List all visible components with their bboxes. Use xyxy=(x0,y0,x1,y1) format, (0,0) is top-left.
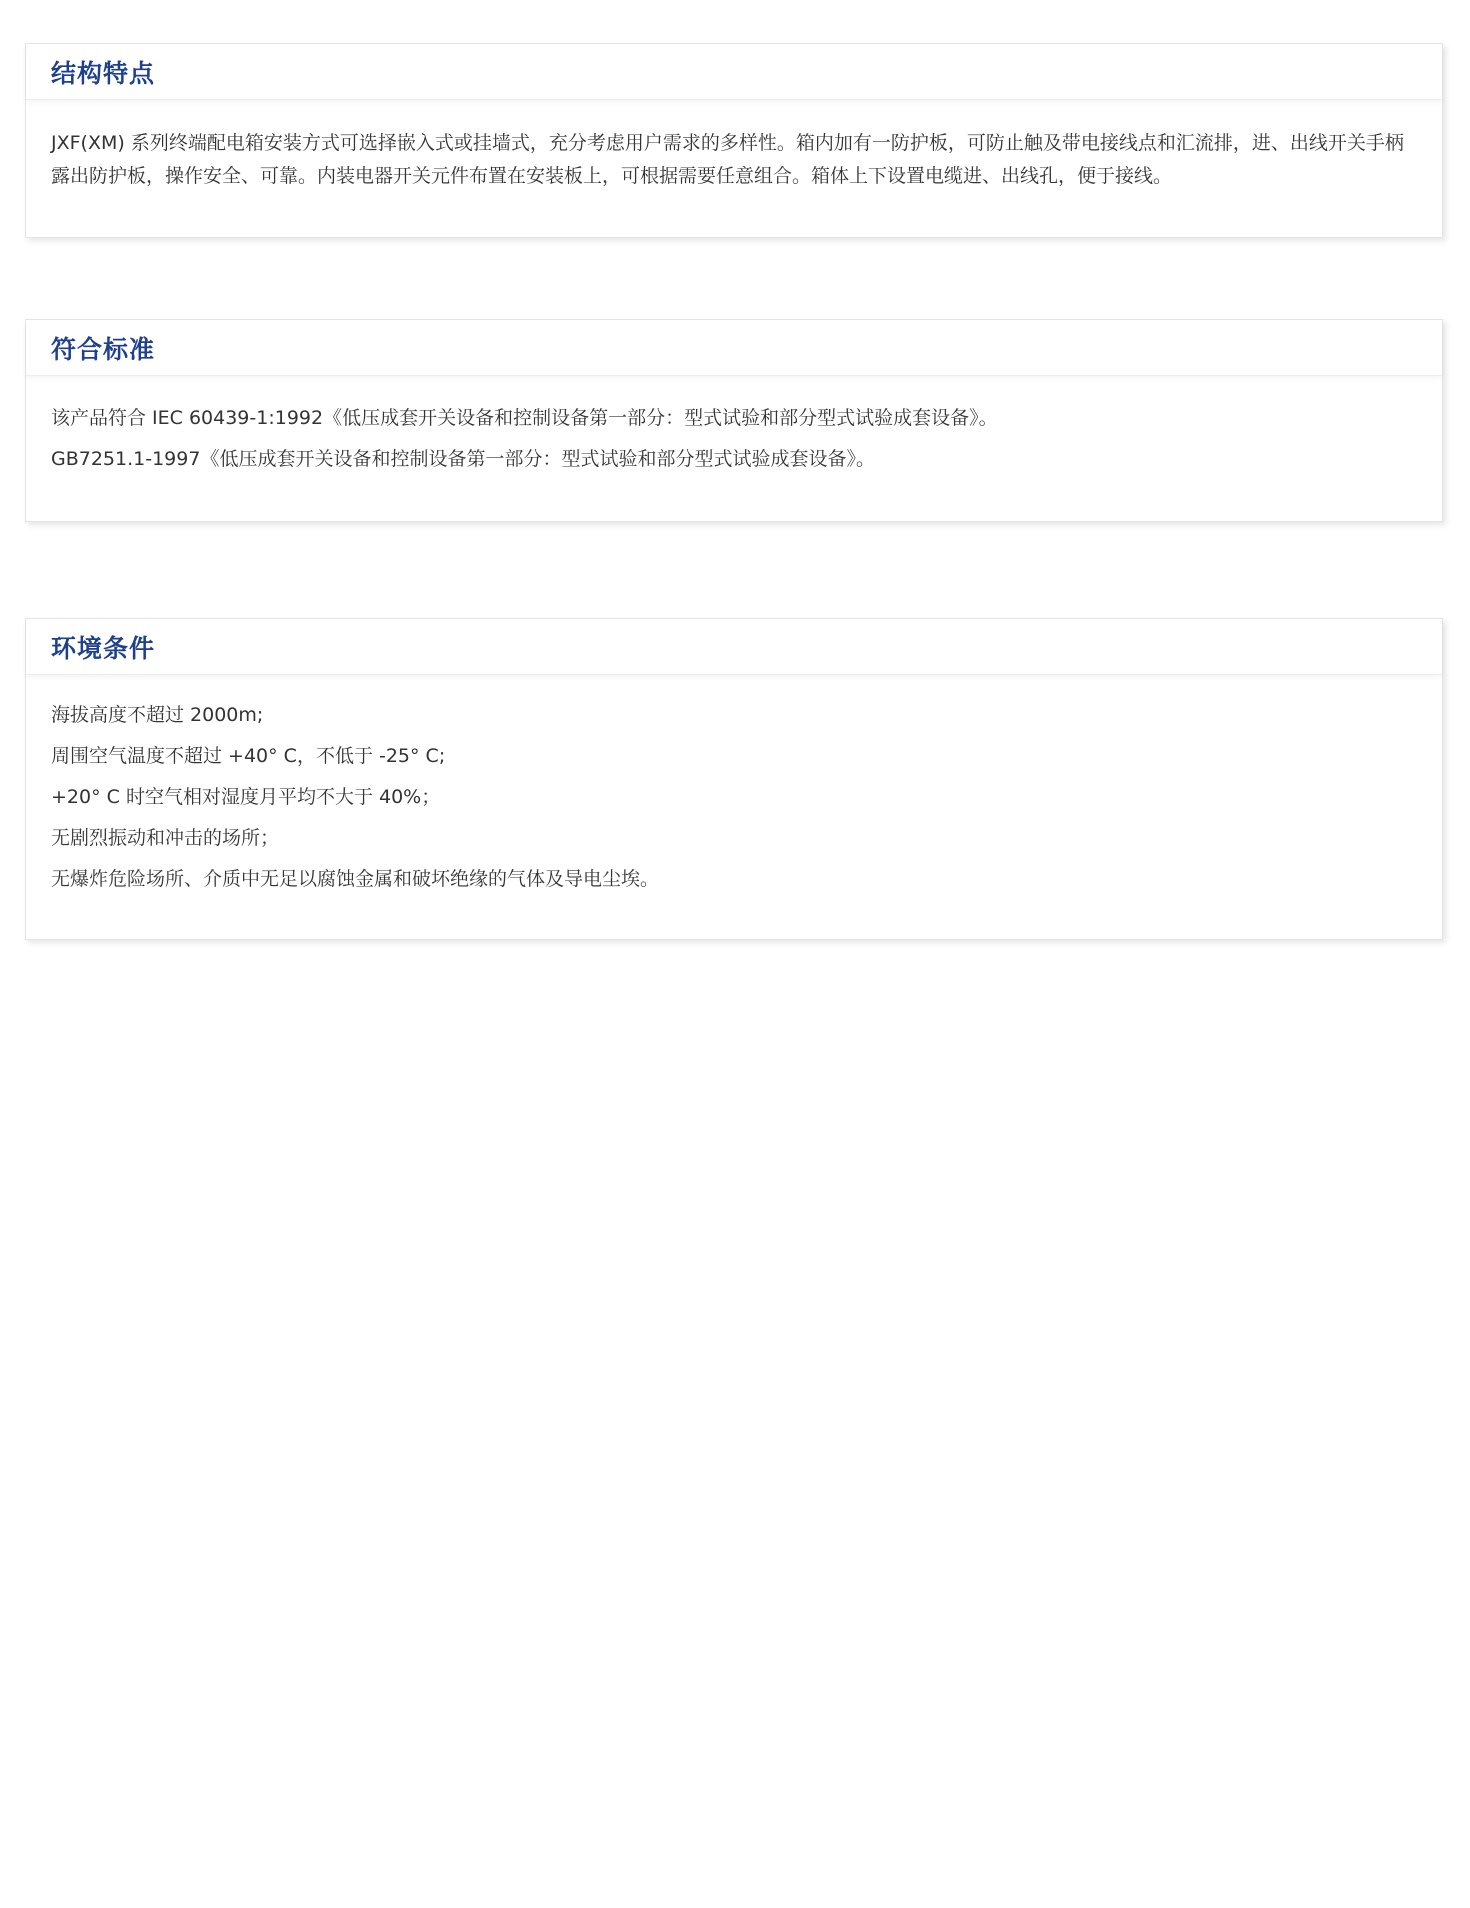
section-header xyxy=(26,44,1442,100)
section-paragraph: JXF(XM) 系列终端配电箱安装方式可选择嵌入式或挂墙式，充分考虑用户需求的多样性。箱内加有一防护板，可防止触及带电接线点和汇流排，进、出线开关手柄露出防护板，操作安全、可靠。内装电器开关元件布置在安装板上，可根据需要任意组合。箱体上下设置电缆进、出线孔，便于接线。 xyxy=(51,132,1404,187)
section-card-environment xyxy=(25,618,1443,940)
condition-line: +20° C 时空气相对湿度月平均不大于 40%； xyxy=(51,786,441,808)
section-title: 环境条件 xyxy=(51,633,156,663)
section-header xyxy=(26,619,1442,675)
condition-line: 无爆炸危险场所、介质中无足以腐蚀金属和破坏绝缘的气体及导电尘埃。 xyxy=(51,868,660,890)
condition-line: 周围空气温度不超过 +40° C，不低于 -25° C; xyxy=(51,745,446,767)
section-body xyxy=(26,100,1442,193)
section-title: 结构特点 xyxy=(51,58,156,88)
section-body xyxy=(26,376,1442,480)
section-card-standard xyxy=(25,319,1443,522)
standard-line: GB7251.1-1997《低压成套开关设备和控制设备第一部分：型式试验和部分型式试验成套设备》。 xyxy=(51,448,875,470)
condition-line: 无剧烈振动和冲击的场所； xyxy=(51,827,280,849)
section-body xyxy=(26,675,1442,900)
condition-line: 海拔高度不超过 2000m; xyxy=(51,704,264,726)
section-title: 符合标准 xyxy=(51,334,156,364)
section-card-structure xyxy=(25,43,1443,238)
section-header xyxy=(26,320,1442,376)
standard-line: 该产品符合 IEC 60439-1:1992《低压成套开关设备和控制设备第一部分：型式试验和部分型式试验成套设备》。 xyxy=(51,407,998,429)
